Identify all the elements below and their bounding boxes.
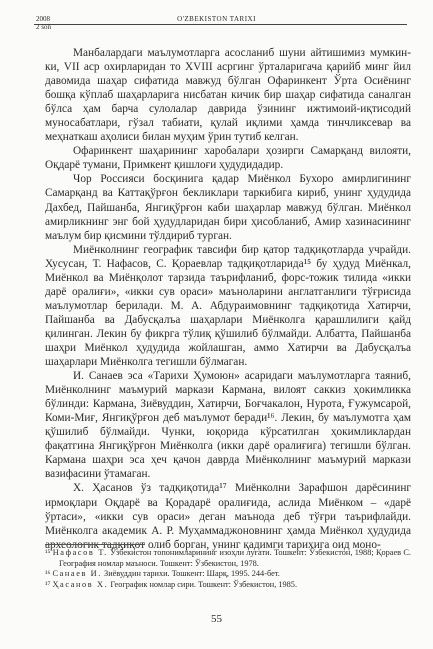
footnote-number: ¹⁷ [45,579,51,589]
footnote-author: Нафасов Т. [52,548,108,557]
footnote-rule [45,544,145,545]
footnotes [45,548,411,590]
paragraph: Чор Россияси босқинига қадар Миёнкол Бухоро амирлигининг Самарқанд ва Каттақўрғон бекликлари таркибига кириб, унинг ҳудудида Дахбед, Пайшанба, Янгиқўрғон каби шаҳарлар мавжуд бўлган. Миёнкол амирликнинг энг бой ҳудудларидан бири ҳисобланиб, Амир хазинасининг маълум бир қисмини тўлдириб турган. [45,173,411,242]
paragraph: Х. Ҳасанов ўз тадқиқотида¹⁷ Миёнколни Зарафшон дарёсининг ирмоқлари Оқдарё ва Қорадарё оралиғида, аслида Миёнком – «дарё ўртаси», «икки сув ораси» деган маънода деб тўғри таърифлайди. Миёнколга академик А. Р. Муҳаммаджоновнинг ҳамда Миёнкол ҳудудида археологик тадқиқот олиб борган, унинг қадимги тарихига оид моно- [45,482,411,551]
footnote-text: Ўзбекистон топонимларининг изоҳли луғати. Тошкент: Ўзбекистон, 1988; Қораев С. География номлар маъноси. Тошкент: Ўзбекистон, 1978. [59,548,411,568]
header-year: 2008 [36,15,50,23]
header-rule [34,24,407,25]
page-number: 55 [211,613,222,625]
footnote-text: Зиёвуддин тарихи. Тошкент: Шарқ, 1995. 244-бет. [104,569,280,578]
paragraph: И. Санаев эса «Тарихи Ҳумоюн» асаридаги маълумотларга таяниб, Миёнколнинг маъмурий маркази Кармана, вилоят саккиз ҳокимликка бўлинди: Кармана, Зиёвуддин, Хатирчи, Боғчакалон, Нурота, Ғужумсарой, Коми-Миғ, Янгиқўрғон деб маълумот беради¹⁶. Лекин, бу маълумотга ҳам қўшилиб бўлмайди. Чунки, юқорида кўрсатилган ҳокимликлардан фақатгина Янгиқўрғон Миёнколга (икки дарё оралиғига) тегишли бўлган. Кармана шаҳри эса ҳеч қачон даврда Миёнколнинг маъмурий маркази вазифасини ўтамаган. [45,370,411,481]
footnote-author: Ҳасанов Х. [52,579,109,589]
footnote [45,548,411,569]
footnote-number: ¹⁶ [45,569,51,578]
paragraph: Офаринкент шаҳарининг харобалари ҳозирги Самарқанд вилояти, Оқдарё тумани, Примкент қишлоғи ҳудудидадир. [45,145,411,172]
header-issue: 2 son [36,23,51,31]
article-body [45,46,411,552]
paragraph: Миёнколнинг географик тавсифи бир қатор тадқиқотларда учрайди. Хусусан, Т. Нафасов, С. Қораевлар тадқиқотларида¹⁵ бу ҳудуд Миёнкал, Миёнкол ва Миёнқолот тарзида таърифланиб, форс-тожик тилида «икки дарё оралиғи», «икки сув ораси» маъноларини англатганлиги тўғрисида маълумотлар берилади. М. А. Абдураимовнинг тадқиқотида Хатирчи, Пайшанба ва Дабусқалъа шаҳарлари Миёнколга қарашлилиги қайд қилинган. Лекин бу фикрга тўлиқ қўшилиб бўлмайди. Албатта, Пайшанба шаҳри Миёнкол ҳудудида жойлашган, аммо Хатирчи ва Дабусқалъа шаҳарлари Миёнколга тегишли бўлмаган. [45,243,411,369]
footnote [45,569,411,580]
footnote-number: ¹⁵ [45,548,51,557]
footnote [45,580,411,591]
journal-title: O'ZBEKISTON TARIXI [177,15,256,23]
footnote-author: Санаев И. [52,569,102,578]
footnote-text: Географик номлар сири. Тошкент: Ўзбекистон, 1985. [110,579,298,589]
paragraph: Манбалардаги маълумотларга асосланиб шуни айтишимиз мумкин-ки, VII аср охирларидан то XVIII асргинг ўрталаригача қарийб минг йил давомида шаҳар сифатида мавжуд бўлган Офаринкент Ўрта Осиёнинг бошқа кўплаб шаҳарларига нисбатан кичик бир шаҳар сифатида саналган бўлса ҳам барча сулолалар даврида ўзининг ижтимоий-иқтисодий муносабатлари, гўзал табиати, қулай иқлими ҳамда тинчликсевар ва меҳнаткаш аҳолиси билан муҳим ўрин тутиб келган. [45,47,411,144]
